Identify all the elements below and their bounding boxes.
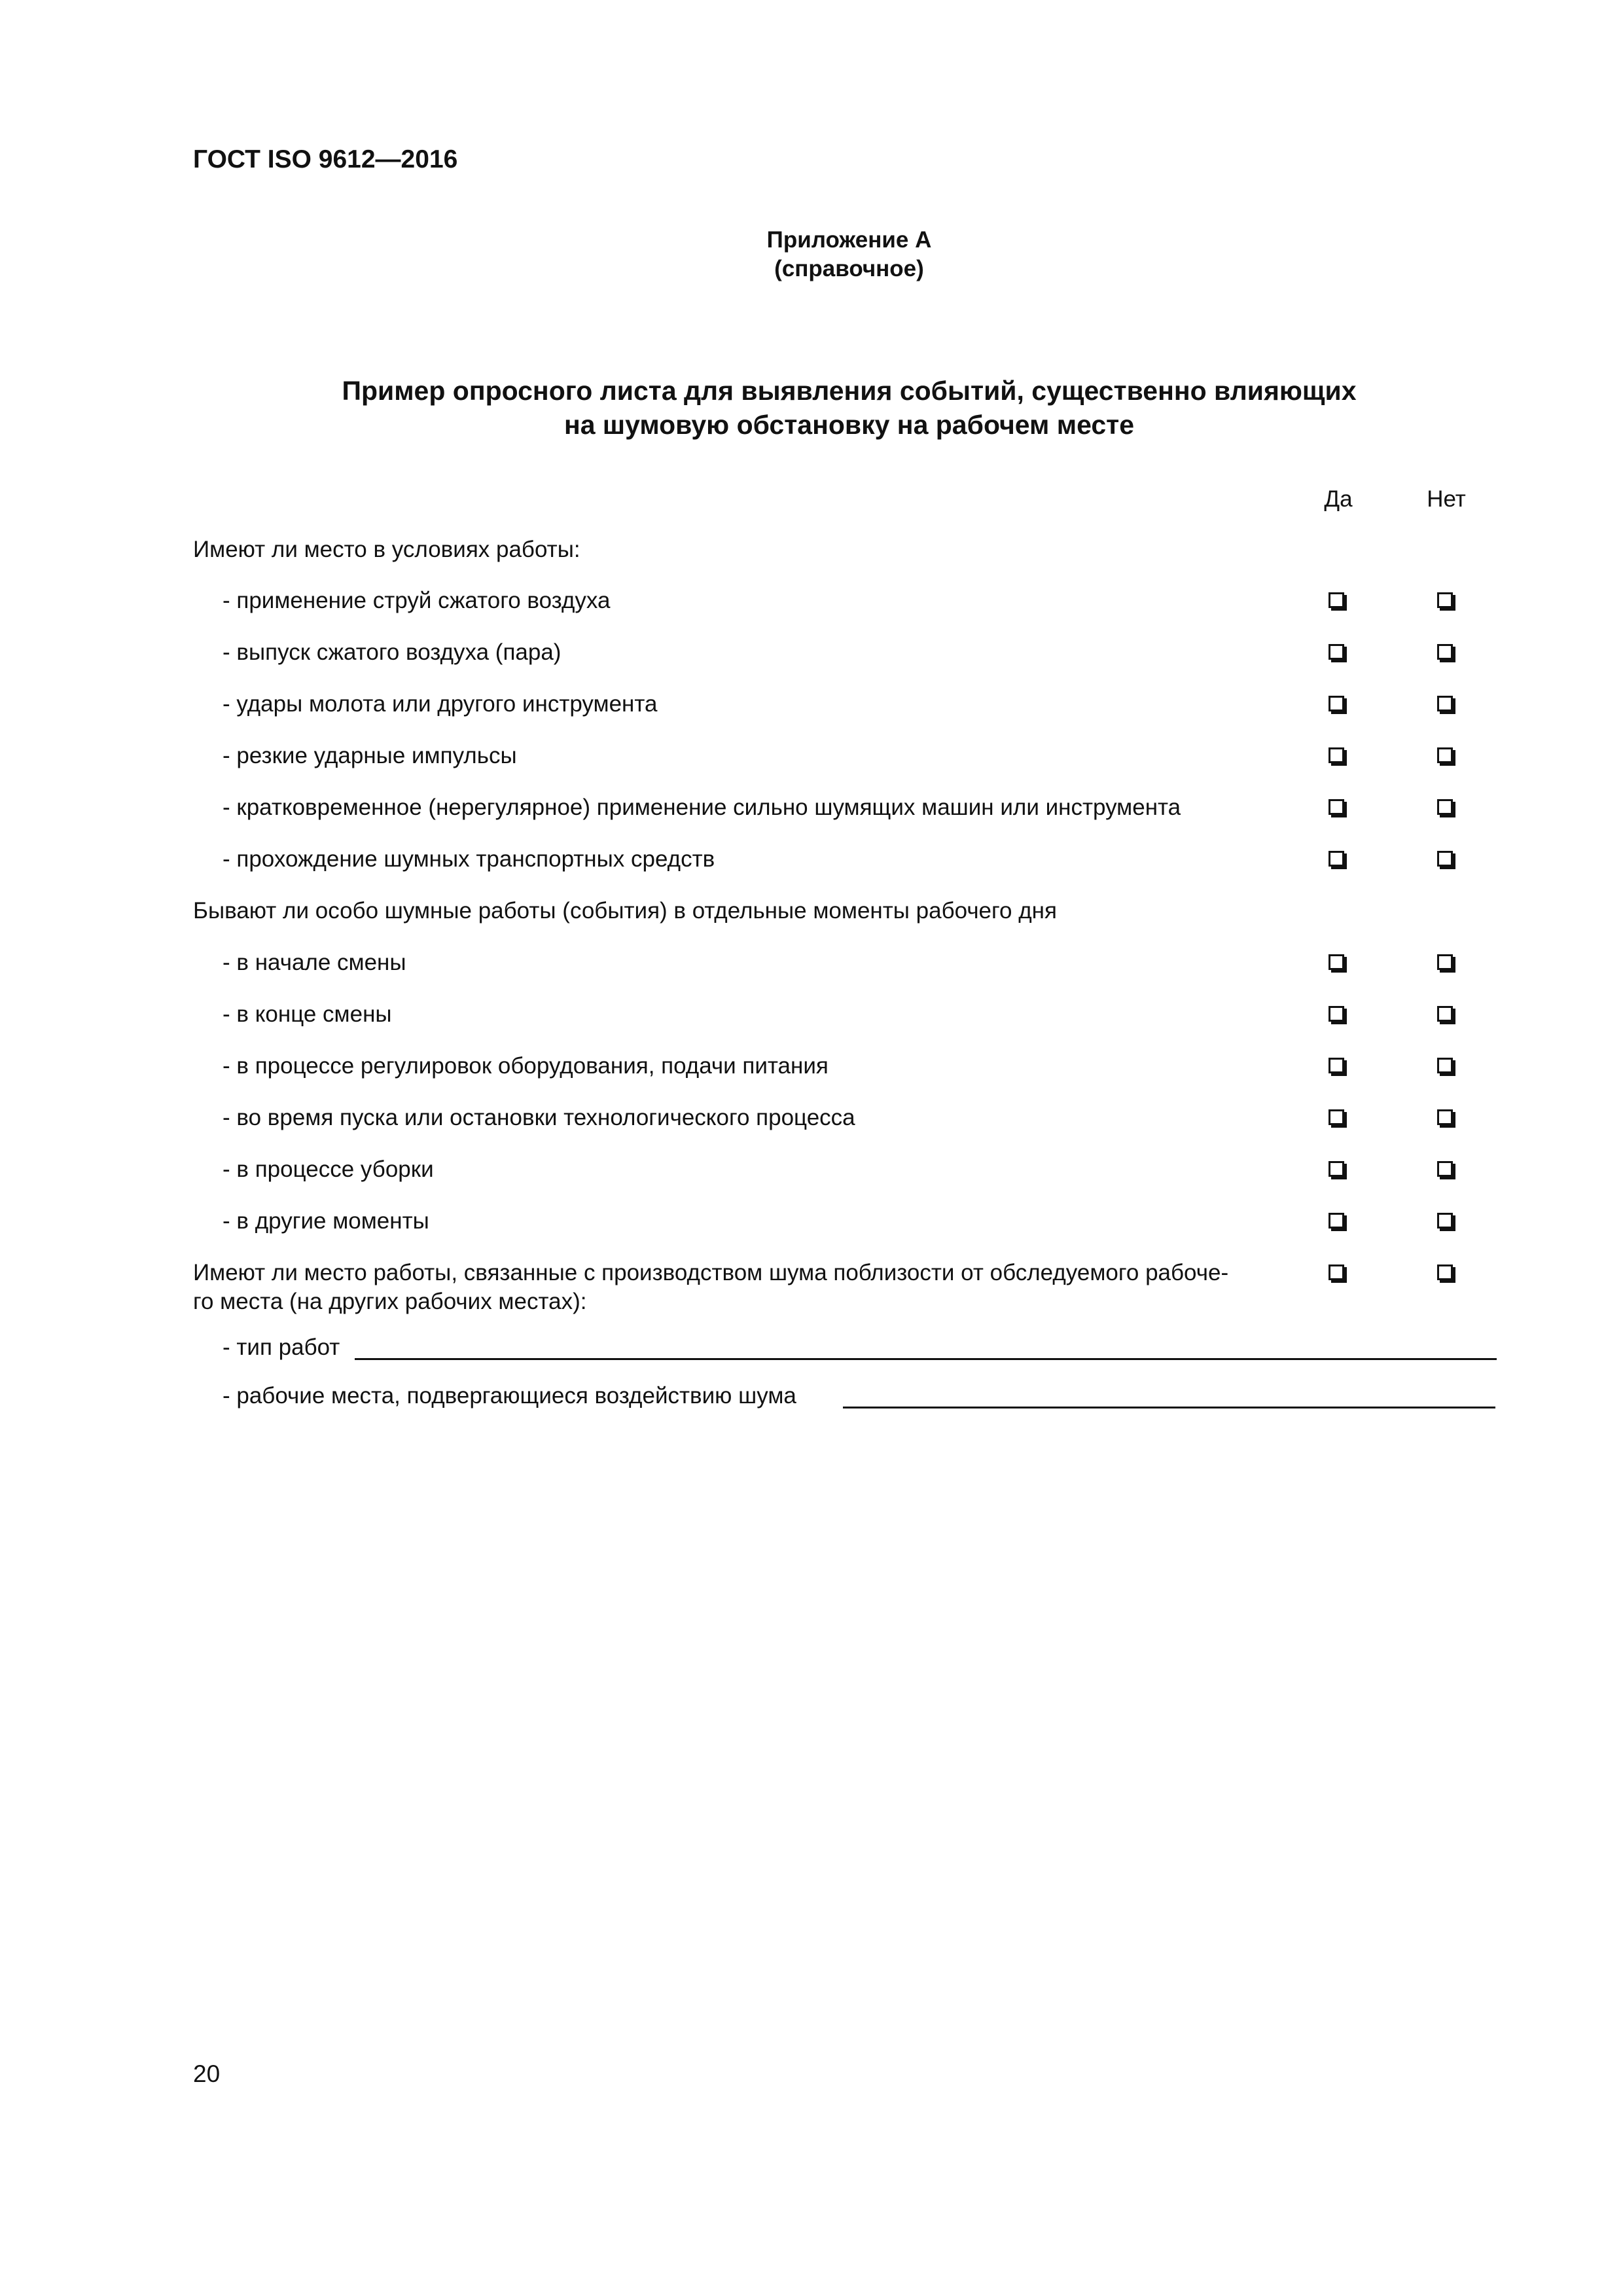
section2-item: - в процессе уборки [223, 1157, 434, 1182]
section1-item: - кратковременное (нерегулярное) применение сильно шумящих машин или инструмента [223, 795, 1181, 820]
section2-item: - в другие моменты [223, 1208, 429, 1234]
section1-item: - прохождение шумных транспортных средств [223, 846, 715, 872]
checkbox-yes[interactable] [1329, 799, 1344, 815]
workplaces-input-line[interactable] [843, 1407, 1495, 1408]
checkbox-yes[interactable] [1329, 696, 1344, 711]
checkbox-no[interactable] [1437, 954, 1453, 970]
checkbox-no[interactable] [1437, 1213, 1453, 1229]
section2-item: - в конце смены [223, 1001, 392, 1027]
checkbox-no[interactable] [1437, 1006, 1453, 1022]
section3-question [193, 1259, 1228, 1316]
checkbox-no[interactable] [1437, 799, 1453, 815]
section2-item: - в процессе регулировок оборудования, подачи питания [223, 1053, 829, 1079]
section2-question: Бывают ли особо шумные работы (события) в отдельные моменты рабочего дня [193, 898, 1057, 924]
checkbox-yes[interactable] [1329, 954, 1344, 970]
checkbox-no[interactable] [1437, 644, 1453, 660]
checkbox-yes[interactable] [1329, 644, 1344, 660]
checkbox-yes[interactable] [1329, 1161, 1344, 1177]
document-header: ГОСТ ISO 9612—2016 [193, 145, 458, 173]
section1-item: - удары молота или другого инструмента [223, 691, 658, 717]
appendix-type: (справочное) [774, 256, 924, 281]
workplaces-label: - рабочие места, подвергающиеся воздействию шума [223, 1383, 796, 1408]
title-line-1: Пример опросного листа для выявления событий, существенно влияющих [342, 376, 1357, 406]
checkbox-no[interactable] [1437, 592, 1453, 608]
checkbox-yes[interactable] [1329, 851, 1344, 867]
section1-question: Имеют ли место в условиях работы: [193, 537, 580, 562]
column-header-yes: Да [1324, 486, 1353, 512]
column-header-no: Нет [1427, 486, 1466, 512]
section3-question-line-2: го места (на других рабочих местах): [193, 1289, 587, 1314]
appendix-heading [0, 226, 1623, 283]
section2-item: - в начале смены [223, 950, 406, 975]
appendix-label: Приложение А [766, 227, 932, 253]
checkbox-no[interactable] [1437, 1058, 1453, 1073]
checkbox-yes[interactable] [1329, 1265, 1344, 1280]
checkbox-yes[interactable] [1329, 747, 1344, 763]
checkbox-no[interactable] [1437, 851, 1453, 867]
title-line-2: на шумовую обстановку на рабочем месте [563, 410, 1135, 440]
questionnaire-title [0, 374, 1623, 442]
section1-item: - резкие ударные импульсы [223, 743, 517, 768]
work-type-label: - тип работ [223, 1335, 340, 1360]
page-number: 20 [193, 2060, 221, 2087]
checkbox-no[interactable] [1437, 696, 1453, 711]
section1-item: - выпуск сжатого воздуха (пара) [223, 639, 562, 665]
checkbox-no[interactable] [1437, 1161, 1453, 1177]
checkbox-no[interactable] [1437, 1265, 1453, 1280]
checkbox-yes[interactable] [1329, 1058, 1344, 1073]
checkbox-yes[interactable] [1329, 592, 1344, 608]
checkbox-yes[interactable] [1329, 1006, 1344, 1022]
section2-item: - во время пуска или остановки технологического процесса [223, 1105, 855, 1130]
section3-question-line-1: Имеют ли место работы, связанные с производством шума поблизости от обследуемого рабоче- [193, 1260, 1229, 1285]
checkbox-yes[interactable] [1329, 1213, 1344, 1229]
work-type-input-line[interactable] [355, 1358, 1497, 1360]
checkbox-no[interactable] [1437, 1109, 1453, 1125]
checkbox-yes[interactable] [1329, 1109, 1344, 1125]
section1-item: - применение струй сжатого воздуха [223, 588, 611, 613]
checkbox-no[interactable] [1437, 747, 1453, 763]
